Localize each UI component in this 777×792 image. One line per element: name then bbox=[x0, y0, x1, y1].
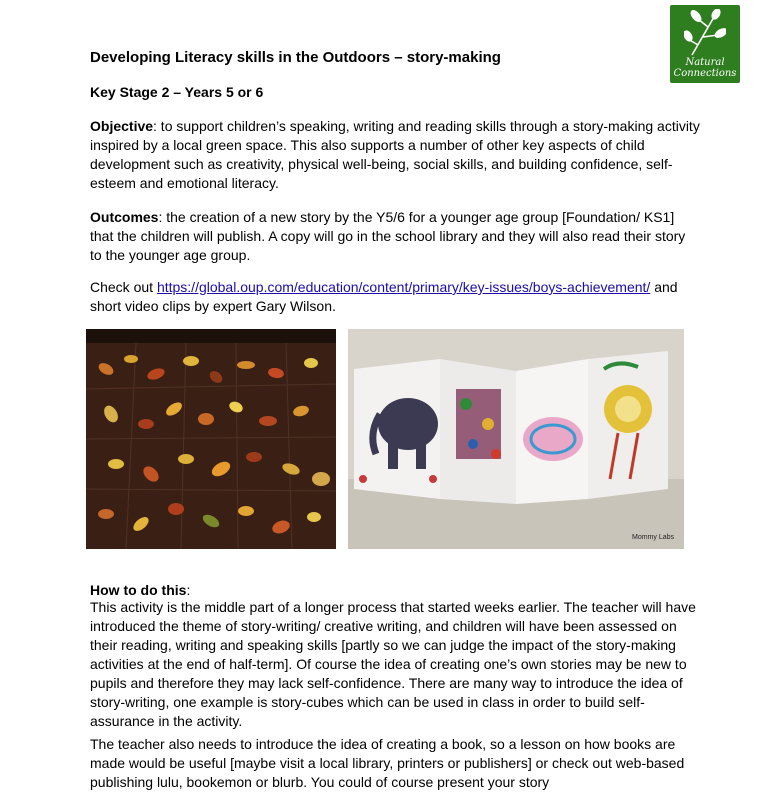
outcomes-label: Outcomes bbox=[90, 209, 159, 225]
zigzag-book-photo bbox=[348, 329, 684, 549]
logo-line-1: Natural bbox=[685, 57, 725, 68]
objective-label: Objective bbox=[90, 118, 154, 134]
howto-heading: How to do this bbox=[90, 582, 187, 598]
outcomes-paragraph bbox=[90, 208, 700, 265]
outcomes-text: : the creation of a new story by the Y5/6 for a younger age group [Foundation/ KS1] that the children will publish. A copy will go in the school library and they will also read their story to the younger age group. bbox=[90, 209, 686, 263]
logo-line-2: Connections bbox=[673, 68, 737, 79]
howto-paragraph-2: The teacher also needs to introduce the idea of creating a book, so a lesson on how books are made would be useful [maybe visit a local library, printers or publishers] or check out web-based publishing lulu, bookemon or blurb. You could of course present your story bbox=[90, 736, 685, 790]
natural-connections-logo bbox=[670, 5, 740, 83]
leaf-branch-icon bbox=[684, 9, 726, 57]
checkout-prefix: Check out bbox=[90, 279, 157, 295]
checkout-suffix: and short video clips by expert Gary Wilson. bbox=[90, 279, 678, 314]
logo-text bbox=[670, 57, 740, 79]
objective-paragraph bbox=[90, 117, 700, 193]
checkout-paragraph bbox=[90, 278, 700, 316]
leaves-photo bbox=[86, 329, 336, 549]
oup-link[interactable]: https://global.oup.com/education/content/primary/key-issues/boys-achievement/ bbox=[156, 279, 651, 295]
key-stage-subtitle: Key Stage 2 – Years 5 or 6 bbox=[90, 84, 264, 100]
photo-caption: Mommy Labs bbox=[631, 534, 674, 541]
objective-text: : to support children’s speaking, writing and reading skills through a story-making activity inspired by a local green space. This also supports a number of other key aspects of child development such as creativity, physical well-being, social skills, and building confidence, self-esteem and emotional literacy. bbox=[90, 118, 700, 191]
howto-paragraph-1: This activity is the middle part of a longer process that started weeks earlier. The teacher will have introduced the theme of story-writing/ creative writing, and children will have been assessed on their reading, writing and speaking skills [partly so we can judge the impact of the story-making activities at the end of half-term]. Of course the idea of creating one’s own stories may be new to pupils and therefore they may lack self-confidence. There are many way to introduce the idea of story-writing, one example is story-cubes which can be used in class in order to build self-assurance in the activity. bbox=[90, 599, 696, 729]
howto-heading-colon: : bbox=[186, 582, 191, 598]
document-title: Developing Literacy skills in the Outdoors – story-making bbox=[90, 49, 501, 66]
